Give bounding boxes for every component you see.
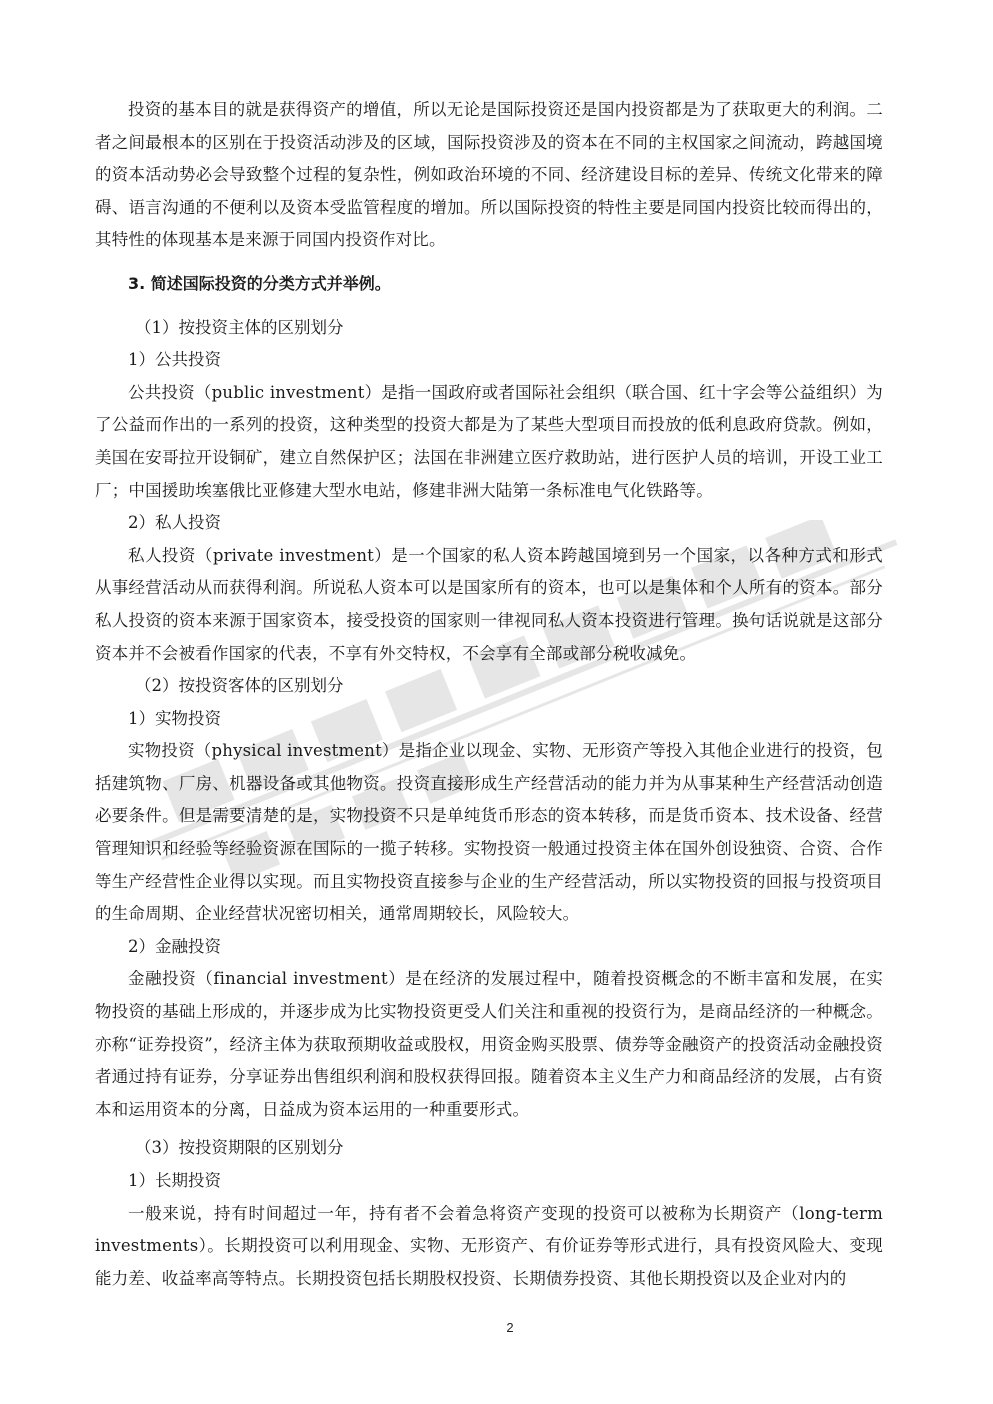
subsection-long-term-investment: 1）长期投资	[128, 1171, 221, 1190]
section-heading-term: （3）按投资期限的区别划分	[135, 1138, 344, 1158]
paragraph-physical-investment: 实物投资（physical investment）是指企业以现金、实物、无形资产等投入其他企业进行的投资，包括建筑物、厂房、机器设备或其他物资。投资直接形成生产经营活动的能力并为从事某种生产经营活动创造必要条件。但是需要清楚的是，实物投资不只是单纯货币形态的资本转移，而是货币资本、技术设备、经营管理知识和经验等经验资源在国际的一揽子转移。实物投资一般通过投资主体在国外创设独资、合资、合作等生产经营性企业得以实现。而且实物投资直接参与企业的生产经营活动，所以实物投资的回报与投资项目的生命周期、企业经营状况密切相关，通常周期较长，风险较大。	[95, 741, 883, 924]
question-heading-3: 3. 简述国际投资的分类方式并举例。	[128, 273, 391, 293]
paragraph-investment-purpose: 投资的基本目的就是获得资产的增值，所以无论是国际投资还是国内投资都是为了获取更大的利润。二者之间最根本的区别在于投资活动涉及的区域，国际投资涉及的资本在不同的主权国家之间流动，跨越国境的资本活动势必会导致整个过程的复杂性，例如政治环境的不同、经济建设目标的差异、传统文化带来的障碍、语言沟通的不便利以及资本受监管程度的增加。所以国际投资的特性主要是同国内投资比较而得出的，其特性的体现基本是来源于同国内投资作对比。	[95, 100, 883, 250]
paragraph-long-term-investment: 一般来说，持有时间超过一年，持有者不会着急将资产变现的投资可以被称为长期资产（long-term investments）。长期投资可以利用现金、实物、无形资产、有价证券等形式进行，具有投资风险大、变现能力差、收益率高等特点。长期投资包括长期股权投资、长期债券投资、其他长期投资以及企业对内的	[95, 1203, 883, 1288]
subsection-public-investment: 1）公共投资	[128, 350, 221, 370]
document-page	[95, 94, 883, 1295]
page-number: 2	[506, 1320, 514, 1335]
paragraph-public-investment: 公共投资（public investment）是指一国政府或者国际社会组织（联合国、红十字会等公益组织）为了公益而作出的一系列的投资，这种类型的投资大都是为了某些大型项目而投放的低利息政府贷款。例如，美国在安哥拉开设铜矿，建立自然保护区；法国在非洲建立医疗救助站，进行医护人员的培训，开设工业工厂；中国援助埃塞俄比亚修建大型水电站，修建非洲大陆第一条标准电气化铁路等。	[95, 382, 883, 500]
subsection-physical-investment: 1）实物投资	[128, 708, 221, 728]
subsection-financial-investment: 2）金融投资	[128, 936, 221, 956]
section-heading-object: （2）按投资客体的区别划分	[135, 676, 344, 696]
subsection-private-investment: 2）私人投资	[128, 513, 221, 533]
section-heading-investor: （1）按投资主体的区别划分	[135, 317, 344, 337]
paragraph-financial-investment: 金融投资（financial investment）是在经济的发展过程中，随着投资概念的不断丰富和发展，在实物投资的基础上形成的，并逐步成为比实物投资更受人们关注和重视的投资行为，是商品经济的一种概念。亦称“证券投资”，经济主体为获取预期收益或股权，用资金购买股票、债券等金融资产的投资活动金融投资者通过持有证券，分享证券出售组织利润和股权获得回报。随着资本主义生产力和商品经济的发展，占有资本和运用资本的分离，日益成为资本运用的一种重要形式。	[95, 969, 883, 1119]
paragraph-private-investment: 私人投资（private investment）是一个国家的私人资本跨越国境到另一个国家，以各种方式和形式从事经营活动从而获得利润。所说私人资本可以是国家所有的资本，也可以是集体和个人所有的资本。部分私人投资的资本来源于国家资本，接受投资的国家则一律视同私人资本投资进行管理。换句话说就是这部分资本并不会被看作国家的代表，不享有外交特权，不会享有全部或部分税收减免。	[95, 545, 883, 663]
